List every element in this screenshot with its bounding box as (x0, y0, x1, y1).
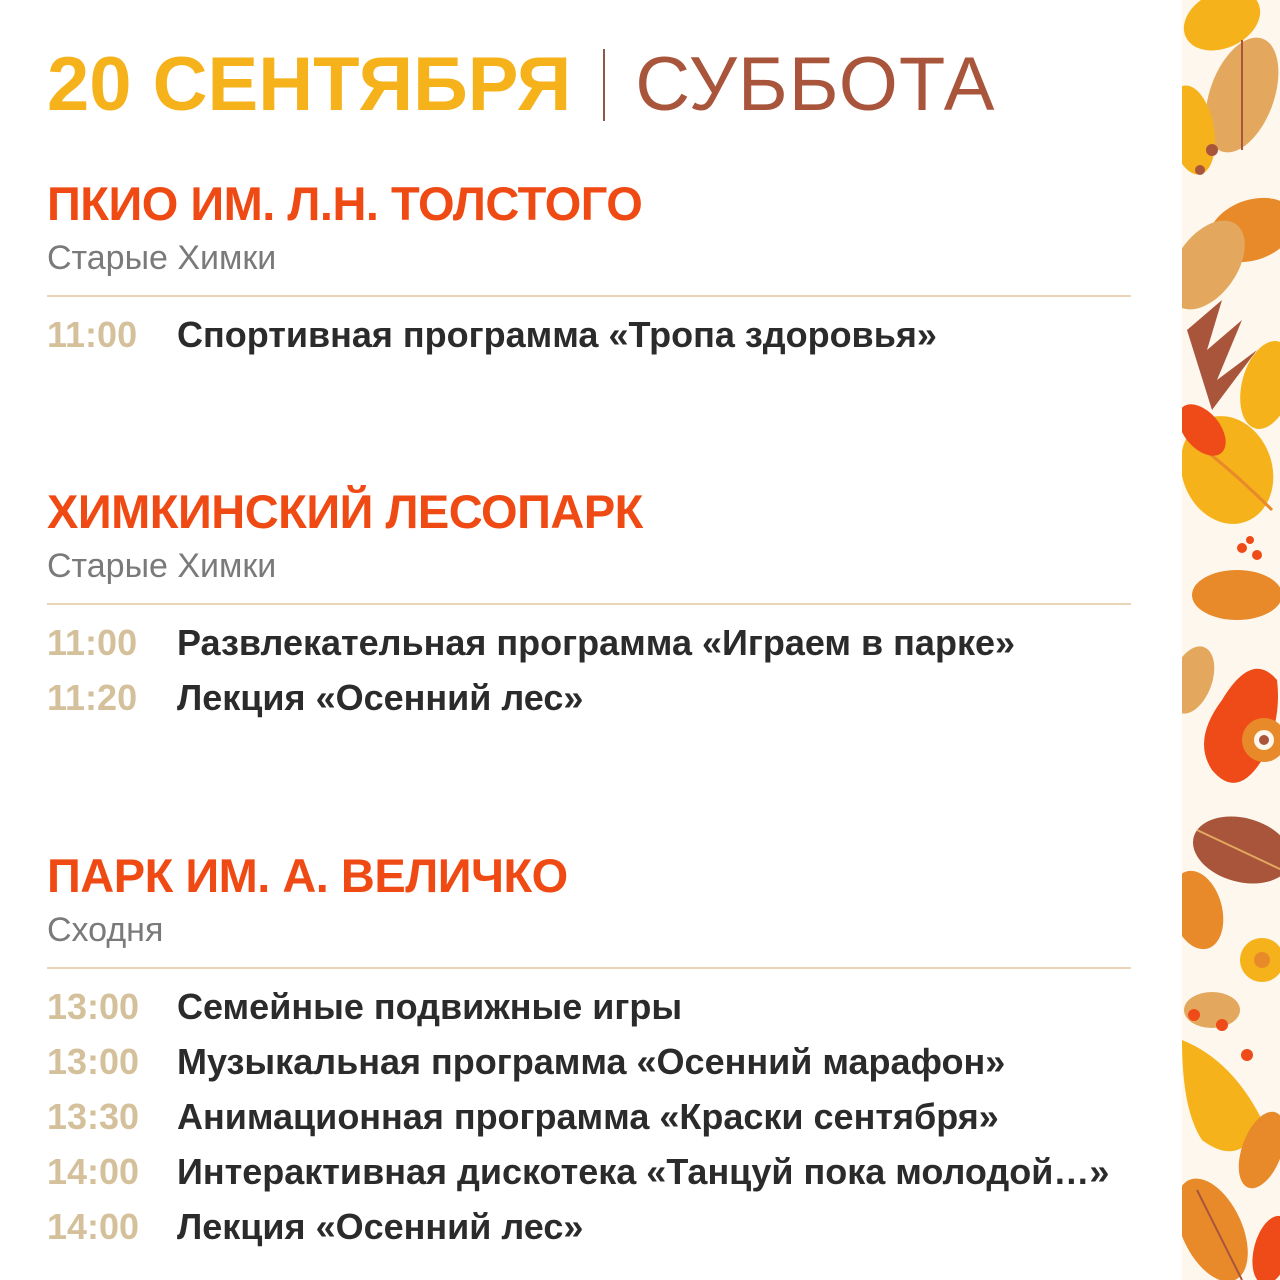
event-row (47, 615, 1131, 670)
event-row (47, 670, 1131, 725)
venue-district: Сходня (47, 911, 164, 949)
weekday-label: СУББОТА (635, 42, 996, 127)
venue-divider (47, 603, 1131, 605)
event-title: Интерактивная дискотека «Танцуй пока молодой…» (177, 1150, 1110, 1192)
event-row (47, 307, 1131, 362)
event-time: 14:00 (47, 1205, 140, 1247)
venue-section (47, 485, 1131, 725)
event-time: 11:00 (47, 313, 138, 355)
venue-district: Старые Химки (47, 547, 277, 585)
venue-title: ХИМКИНСКИЙ ЛЕСОПАРК (47, 485, 643, 538)
event-title: Лекция «Осенний лес» (177, 676, 584, 718)
event-title: Спортивная программа «Тропа здоровья» (177, 313, 937, 355)
venue-title: ПКИО ИМ. Л.Н. ТОЛСТОГО (47, 177, 643, 230)
event-time: 13:00 (47, 1040, 140, 1082)
venue-district: Старые Химки (47, 239, 277, 277)
event-list (47, 307, 1131, 362)
venue-section (47, 177, 1131, 362)
event-row (47, 1089, 1131, 1144)
event-time: 11:20 (47, 676, 138, 718)
event-title: Лекция «Осенний лес» (177, 1205, 584, 1247)
autumn-leaves-icon (1182, 0, 1280, 1280)
event-row (47, 1144, 1131, 1199)
event-title: Семейные подвижные игры (177, 985, 683, 1027)
header-divider (603, 49, 605, 121)
event-list (47, 615, 1131, 725)
event-time: 13:00 (47, 985, 140, 1027)
venue-divider (47, 967, 1131, 969)
event-title: Музыкальная программа «Осенний марафон» (177, 1040, 1006, 1082)
event-row (47, 979, 1131, 1034)
event-title: Развлекательная программа «Играем в парке» (177, 621, 1016, 663)
event-time: 13:30 (47, 1095, 140, 1137)
event-time: 14:00 (47, 1150, 140, 1192)
venue-title: ПАРК ИМ. А. ВЕЛИЧКО (47, 849, 568, 902)
venue-divider (47, 295, 1131, 297)
event-title: Анимационная программа «Краски сентября» (177, 1095, 999, 1137)
event-list (47, 979, 1131, 1254)
event-row (47, 1199, 1131, 1254)
venue-section (47, 849, 1131, 1254)
date-header (47, 40, 995, 130)
date-label: 20 СЕНТЯБРЯ (47, 42, 572, 127)
event-time: 11:00 (47, 621, 138, 663)
event-row (47, 1034, 1131, 1089)
